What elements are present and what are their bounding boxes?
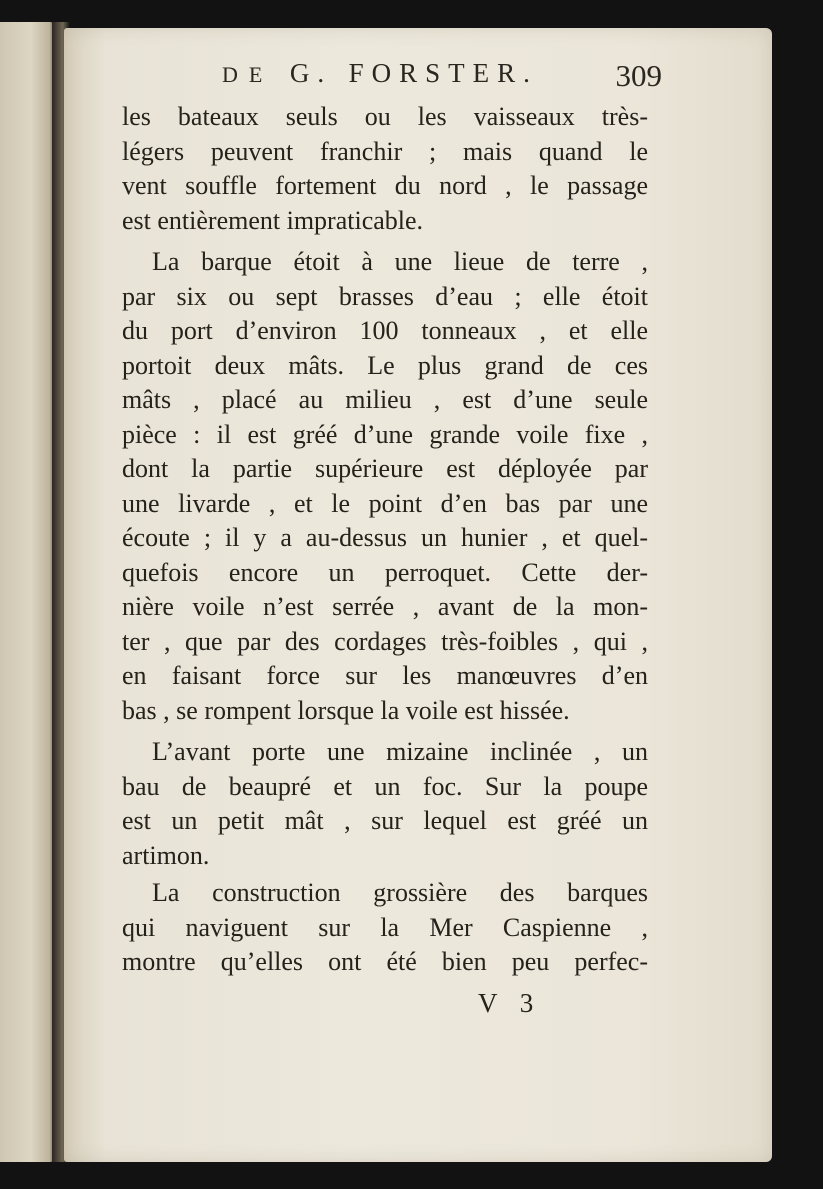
text-line: artimon. [122,840,210,870]
text-line: portoit deux mâts. Le plus grand de ces [122,350,648,380]
text-line: mâts , placé au milieu , est d’une seule [122,385,648,414]
text-line: par six ou sept brasses d’eau ; elle étoit [122,281,648,311]
paragraph-4 [122,876,648,980]
text-line: La barque étoit à une lieue de terre , [152,247,648,276]
text-line: L’avant porte une mizaine inclinée , un [152,737,648,766]
text-line: écoute ; il y a au-dessus un hunier , et quel- [122,523,648,552]
running-head-name: FORSTER. [348,58,538,88]
paragraph-3 [122,735,648,873]
paragraph-2 [122,245,648,728]
page-number: 309 [615,58,662,93]
previous-page-edge [0,22,56,1162]
text-line: ter , que par des cordages très-foibles , qui , [122,626,648,656]
text-line: dont la partie supérieure est déployée par [122,454,648,483]
text-line: montre qu’elles ont été bien peu perfec- [122,947,648,976]
running-head [222,58,562,92]
text-line: pièce : il est gréé d’une grande voile fixe , [122,419,648,449]
text-line: les bateaux seuls ou les vaisseaux très- [122,102,648,131]
text-line: du port d’environ 100 tonneaux , et elle [122,316,648,345]
running-head-initial: G. [289,58,333,88]
text-line: vent souffle fortement du nord , le passage [122,171,648,200]
running-head-de: DE [222,62,274,87]
text-line: La construction grossière des barques [152,878,648,907]
text-line: est un petit mât , sur lequel est gréé un [122,806,648,835]
text-line: bas , se rompent lorsque la voile est hissée. [122,695,570,725]
text-line: nière voile n’est serrée , avant de la mon- [122,592,648,621]
text-line: est entièrement impraticable. [122,205,424,235]
text-line: en faisant force sur les manœuvres d’en [122,661,648,690]
paragraph-1 [122,100,648,238]
signature-mark: V 3 [478,988,542,1018]
text-line: légers peuvent franchir ; mais quand le [122,136,648,166]
text-line: qui naviguent sur la Mer Caspienne , [122,912,648,942]
text-line: bau de beaupré et un foc. Sur la poupe [122,771,648,801]
text-line: quefois encore un perroquet. Cette der- [122,557,648,587]
text-line: une livarde , et le point d’en bas par une [122,488,648,518]
